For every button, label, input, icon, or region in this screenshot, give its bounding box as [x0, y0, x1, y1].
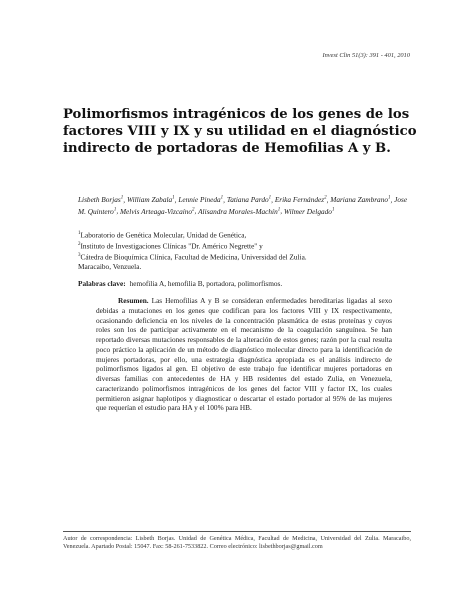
- author-name: Mariana Zambrano: [330, 195, 389, 205]
- affiliation-mark: 1: [78, 231, 81, 236]
- author-affiliation-mark: 1: [120, 196, 124, 201]
- affiliation-mark: 3: [78, 253, 81, 259]
- author-affiliation-mark: 2: [192, 207, 195, 213]
- author-name: Lennie Pineda: [178, 195, 221, 205]
- abstract-label: Resumen.: [118, 296, 149, 305]
- author-affiliation-mark: 1: [113, 207, 117, 213]
- author-affiliation-mark: 2: [324, 196, 327, 201]
- correspondence-footnote: Autor de correspondencia: Lisbeth Borjas. Unidad de Genética Médica, Facultad de Medicina, Universidad del Zulia. Maracaibo, Venezuela. Apartado Postal: 15047. Fax: 58-261-7533822. Correo electrónico: lisbethborjas@gmail.com: [63, 535, 411, 551]
- footnote-divider: [63, 531, 411, 532]
- abstract: [96, 296, 392, 413]
- author: [284, 207, 335, 216]
- author-affiliation-mark: 1: [331, 207, 335, 213]
- author-name: Wilmer Delgado: [283, 206, 332, 216]
- author: [78, 195, 123, 204]
- author-name: Erika Fernández: [274, 195, 325, 205]
- affiliation-text: Laboratorio de Genética Molecular, Unidad de Genética,: [80, 230, 247, 240]
- affiliation-mark: 2: [78, 242, 81, 248]
- author-name: Alisandra Morales-Machín: [198, 206, 278, 216]
- affiliation-text: Instituto de Investigaciones Clínicas "Dr. Américo Negrette" y: [80, 241, 263, 251]
- author: [227, 195, 271, 204]
- affiliation-line: [78, 251, 408, 262]
- affiliation-text: Cátedra de Bioquímica Clínica, Facultad de Medicina, Universidad del Zulia.: [80, 252, 307, 262]
- author-name: Jose M. Quintero: [78, 195, 408, 216]
- keywords-label: Palabras clave:: [78, 279, 126, 288]
- author-name: Tatiana Pardo: [226, 195, 269, 205]
- author: [127, 195, 175, 204]
- author-name: Lisbeth Borjas: [78, 195, 121, 205]
- article-title: Polimorfismos intragénicos de los genes de los factores VIII y IX y su utilidad en el diagnóstico indirecto de portadoras de Hemofilias A y B.: [63, 107, 417, 157]
- affiliation-text: Maracaibo, Venzuela.: [78, 262, 142, 272]
- affiliation-line: [78, 262, 408, 272]
- keywords: [78, 279, 408, 289]
- author-affiliation-mark: 1: [277, 207, 281, 213]
- author-affiliation-mark: 1: [388, 196, 391, 201]
- affiliation-line: [78, 229, 408, 240]
- author-affiliation-mark: 1: [220, 196, 224, 201]
- abstract-text: Las Hemofilias A y B se consideran enfermedades hereditarias ligadas al sexo debidas a mutaciones en los genes que codifican para los factores VIII y IX respectivamente, ocasionando deficiencia en los niveles de la concentración plasmática de estas proteínas y cuyos roles son los de participar activamente en el mecanismo de la coagulación sanguínea. Se han reportado diversas mutaciones responsables de la alteración de estos genes; razón por la cual resulta poco práctico la aplicación de un método de diagnóstico molecular directo para la identificación de mujeres portadoras, por ello, una estrategia diagnóstica apropiada es el análisis indirecto de polimorfismos ligados al gen. El objetivo de este trabajo fue identificar mujeres portadoras en diversas familias con antecedentes de HA y HB residentes del estado Zulia, en Venezuela, caracterizando polimorfismos intragénicos de los genes del factor VIII y factor IX, los cuales permitieron asignar haplotipos y diagnosticar o descartar el estado portador al 95% de las mujeres que requerían el estudio para HA y el 100% para HB.: [96, 296, 392, 413]
- keywords-text: hemofilia A, hemofilia B, portadora, polimorfismos.: [129, 279, 283, 288]
- author: [178, 195, 223, 204]
- author-affiliation-mark: 1: [268, 196, 272, 201]
- author-name: Melvis Arteaga-Vizcaíno: [119, 206, 193, 216]
- author: [120, 207, 195, 216]
- author-name: William Zabala: [126, 195, 173, 205]
- author: [198, 207, 280, 216]
- affiliation-line: [78, 240, 408, 251]
- journal-reference: Invest Clin 51(3): 391 - 401, 2010: [322, 52, 410, 59]
- author: [330, 195, 390, 204]
- affiliation-list: [78, 229, 408, 272]
- author-affiliation-mark: 1: [172, 196, 175, 201]
- author: [275, 195, 327, 204]
- author-list: Lisbeth Borjas$^1$, William Zabala$^1$, Lennie Pineda$^1$, Tatiana Pardo$^1$, Erika Fernández$^2$, Mariana Zambrano$^1$, Jose M. Quintero$^1$, Melvis Arteaga-Vizcaíno$^2$, Alisandra Morales-Machín$^1$, Wilmer Delgado$^1$: [78, 195, 408, 216]
